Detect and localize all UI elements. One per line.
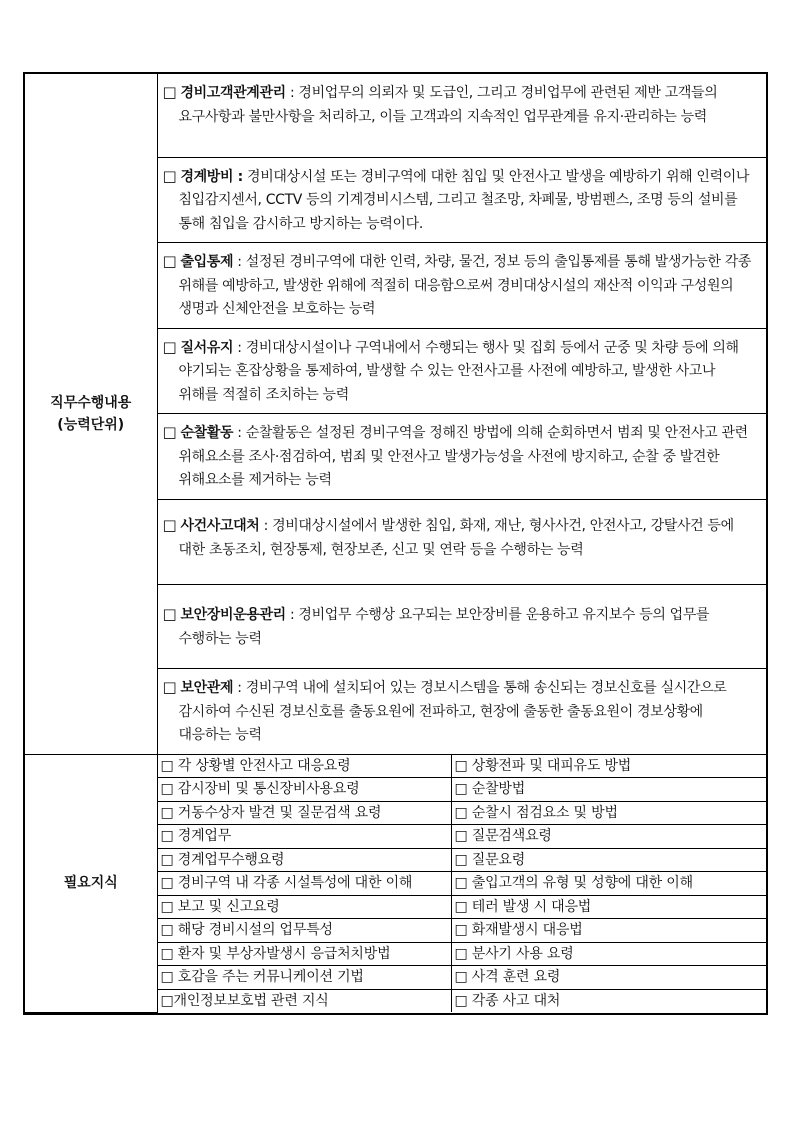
- duty-separator: :: [233, 425, 246, 441]
- knowledge-item: □ 분사기 사용 요령: [451, 942, 766, 966]
- knowledge-item: □개인정보보호법 관련 지식: [157, 989, 451, 1012]
- knowledge-item: □ 화재발생시 대응법: [451, 919, 766, 943]
- duty-description: 경비업무의 의뢰자 및 도급인, 그리고 경비업무에 관련된 제반 고객들의 요구사항과 불만사항을 처리하고, 이들 고객과의 지속적인 업무관계를 유지·관리하는 능력: [178, 85, 718, 125]
- duty-term: 보안관제: [180, 680, 234, 696]
- knowledge-item: □ 경비구역 내 각종 시설특성에 대한 이해: [157, 872, 451, 896]
- duty-item: [163, 165, 753, 237]
- checkbox-icon: □: [162, 605, 177, 623]
- duty-cell: [157, 74, 766, 157]
- knowledge-item: □ 감시장비 및 통신장비사용요령: [157, 778, 451, 802]
- checkbox-icon: □: [162, 83, 177, 101]
- duty-term: 출입통제: [180, 254, 234, 270]
- checkbox-icon: □: [162, 337, 177, 356]
- competency-table: [25, 74, 766, 1013]
- knowledge-item: □ 각종 사고 대처: [451, 989, 766, 1012]
- duty-description: 순찰활동은 설정된 경비구역을 정해진 방법에 의해 순회하면서 범죄 및 안전사고 관련 위해요소를 조사·점검하여, 범죄 및 안전사고 발생가능성을 사전에 방지하고, 순찰 중 발견한 위해요소를 제거하는 능력: [178, 425, 748, 488]
- duty-description: 경비대상시설이나 구역내에서 수행되는 행사 및 집회 등에서 군중 및 차량 등에 의해 야기되는 혼잡상황을 통제하여, 발생할 수 있는 안전사고를 사전에 예방하고, 발생한 사고나 위해를 적절히 조치하는 능력: [178, 339, 739, 403]
- duty-description: 경비업무 수행상 요구되는 보안장비를 운용하고 유지보수 등의 업무를 수행하는 능력: [178, 607, 710, 647]
- duty-term: 보안장비운용관리: [180, 607, 286, 623]
- knowledge-item: □ 경계업무: [157, 825, 451, 849]
- knowledge-item: □ 환자 및 부상자발생시 응급처치방법: [157, 942, 451, 966]
- knowledge-item: □ 거동수상자 발견 및 질문검색 요령: [157, 801, 451, 825]
- knowledge-item: □ 경계업무수행요령: [157, 848, 451, 872]
- checkbox-icon: □: [162, 678, 177, 696]
- knowledge-item: □ 순찰방법: [451, 778, 766, 802]
- duty-item: [163, 81, 753, 129]
- duty-cell: [157, 500, 766, 585]
- duty-separator: :: [233, 680, 246, 696]
- knowledge-section-label: 필요지식: [25, 754, 157, 1012]
- duty-description: 경비구역 내에 설치되어 있는 경보시스템을 통해 송신되는 경보신호를 실시간으로 감시하여 수신된 경보신호를 출동요원에 전파하고, 현장에 출동한 출동요원이 경보상황에 대응하는 능력: [178, 680, 727, 743]
- knowledge-item: □ 각 상황별 안전사고 대응요령: [157, 754, 451, 778]
- duty-cell: [157, 414, 766, 500]
- duty-item: [163, 421, 753, 493]
- duty-description: 설정된 경비구역에 대한 인력, 차량, 물건, 정보 등의 출입통제를 통해 발생가능한 각종 위해를 예방하고, 발생한 위해에 적절히 대응함으로써 경비대상시설의 재산적 이익과 구성원의 생명과 신체안전을 보호하는 능력: [178, 254, 752, 317]
- duty-term: 경비고객관계관리: [180, 85, 286, 101]
- knowledge-item: □ 해당 경비시설의 업무특성: [157, 919, 451, 943]
- knowledge-item: □ 순찰시 점검요소 및 방법: [451, 801, 766, 825]
- duty-item: [163, 336, 753, 408]
- duty-separator: :: [285, 85, 299, 101]
- duty-separator: :: [285, 607, 299, 623]
- checkbox-icon: □: [162, 252, 177, 270]
- duty-separator: :: [259, 518, 273, 534]
- duties-section-label: [25, 74, 157, 754]
- duty-separator: :: [233, 254, 246, 270]
- knowledge-item: □ 사격 훈련 요령: [451, 966, 766, 990]
- duty-cell: [157, 328, 766, 414]
- duties-label-line2: (능력단위): [57, 416, 125, 433]
- duty-item: [163, 250, 753, 322]
- duty-description: 경비대상시설 또는 경비구역에 대한 침입 및 안전사고 발생을 예방하기 위해 인력이나 침입감지센서, CCTV 등의 기계경비시스템, 그리고 철조망, 차폐물, 방범펜스, 조명 등의 설비를 통해 침입을 감시하고 방지하는 능력이다.: [178, 168, 750, 232]
- checkbox-icon: □: [162, 166, 177, 185]
- duty-term: 순찰활동: [180, 425, 234, 441]
- duties-label-line1: 직무수행내용: [50, 394, 132, 411]
- knowledge-item: □ 상황전파 및 대피유도 방법: [451, 754, 766, 778]
- checkbox-icon: □: [162, 516, 177, 534]
- duty-separator: :: [233, 339, 246, 356]
- duty-item: [163, 514, 753, 562]
- duty-item: [163, 676, 753, 748]
- knowledge-item: □ 질문요령: [451, 848, 766, 872]
- knowledge-item: □ 출입고객의 유형 및 성향에 대한 이해: [451, 872, 766, 896]
- knowledge-item: □ 테러 발생 시 대응법: [451, 895, 766, 919]
- duty-term: 사건사고대처: [180, 518, 260, 534]
- duty-term: 질서유지: [180, 339, 234, 356]
- duty-item: [163, 603, 753, 651]
- duty-term: 경계방비 :: [180, 168, 243, 185]
- duty-cell: [157, 243, 766, 329]
- knowledge-item: □ 호감을 주는 커뮤니케이션 기법: [157, 966, 451, 990]
- duty-cell: [157, 669, 766, 755]
- knowledge-item: □ 질문검색요령: [451, 825, 766, 849]
- knowledge-item: □ 보고 및 신고요령: [157, 895, 451, 919]
- duty-description: 경비대상시설에서 발생한 침입, 화재, 재난, 형사사건, 안전사고, 강탈사건 등에 대한 초동조치, 현장통제, 현장보존, 신고 및 연락 등을 수행하는 능력: [178, 518, 734, 558]
- checkbox-icon: □: [162, 423, 177, 441]
- job-description-table: [23, 72, 768, 1015]
- duty-cell: [157, 585, 766, 669]
- duty-cell: [157, 157, 766, 243]
